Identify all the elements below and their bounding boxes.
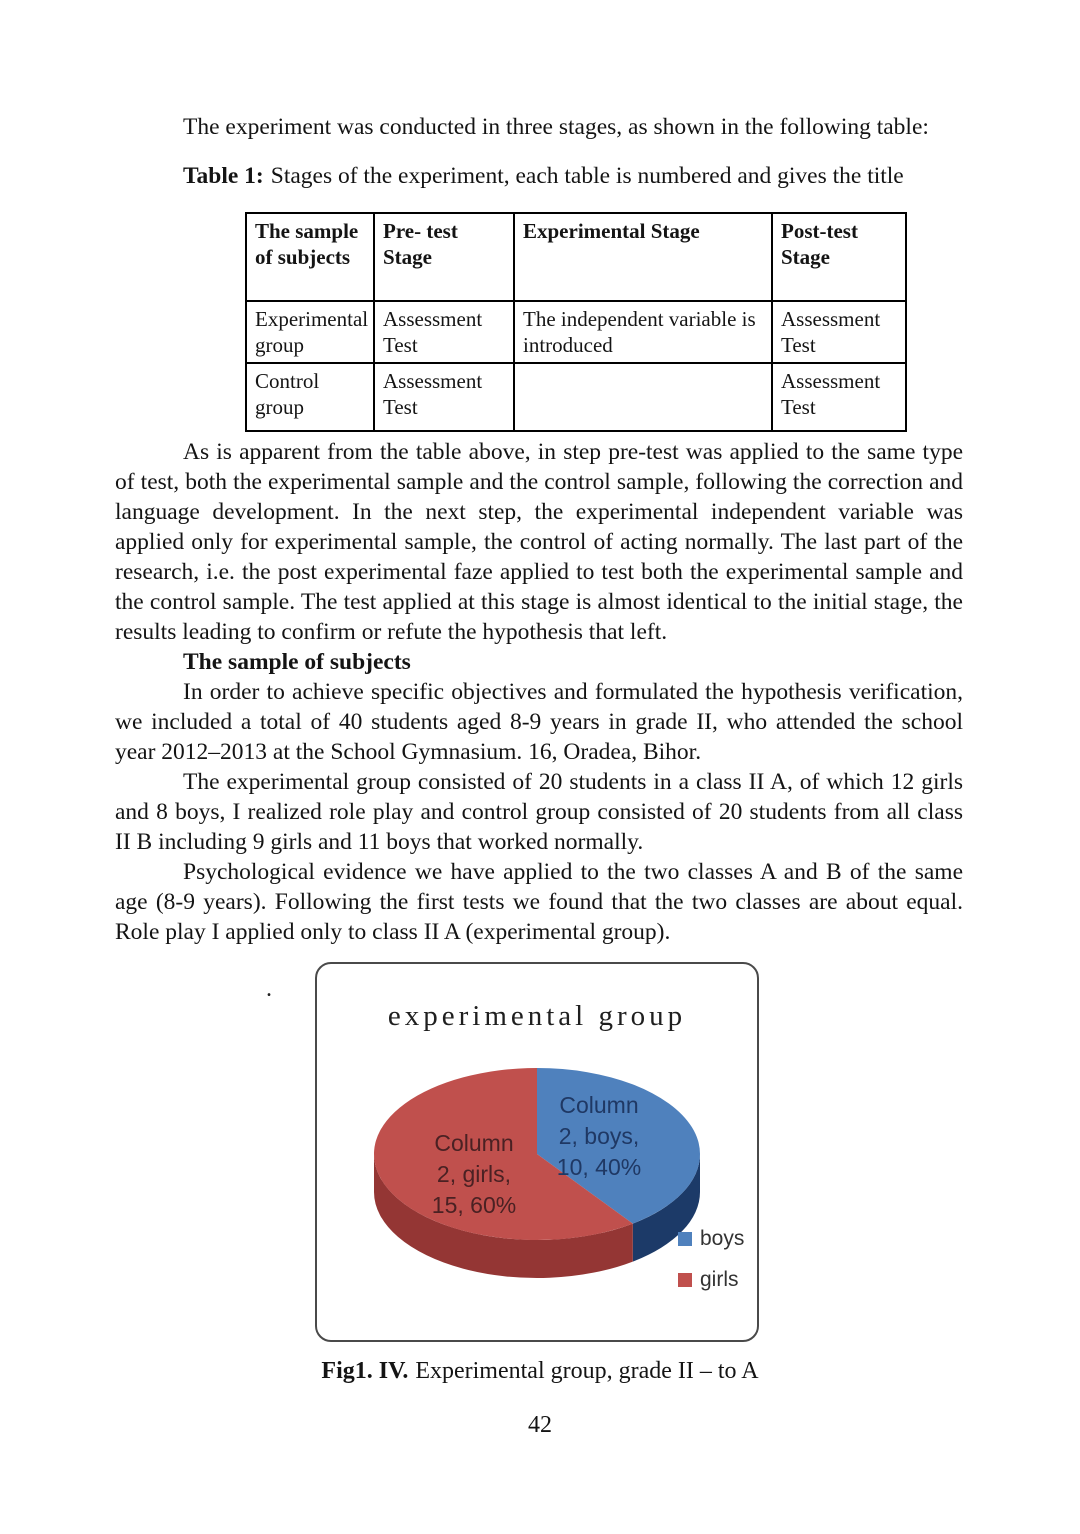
intro-paragraph [115,112,963,142]
cell-experimental-group: Experimental group [246,301,374,363]
figure-caption-text: Experimental group, grade II – to A [415,1358,759,1384]
header-experimental-stage: Experimental Stage [514,213,772,301]
cell-pretest-control: Assessment Test [374,363,514,431]
data-label-boys: Column 2, boys, 10, 40% [556,1092,642,1180]
legend-label-girls: girls [700,1268,739,1291]
cell-independent-variable: The independent variable is introduced [514,301,772,363]
figure-caption-label: Fig1. IV. [321,1358,409,1384]
paragraph-2: In order to achieve specific objectives and formulated the hypothesis verification, we included a total of 40 students aged 8-9 years in grade II, who attended the school year 2012–2013 at the School Gymnasium. 16, Oradea, Bihor. [115,679,963,765]
data-label-girls: Column 2, girls, 15, 60% [431,1130,517,1218]
legend-swatch-girls-icon [678,1273,692,1287]
header-posttest-stage: Post-test Stage [772,213,906,301]
body-text [115,437,963,947]
pie-chart-figure [315,962,759,1342]
paragraph-3: The experimental group consisted of 20 students in a class II A, of which 12 girls and 8 boys, I realized role play and control group consisted of 20 students from all class II B including 9 girls and 11 boys that worked normally. [115,769,963,855]
header-pretest-stage: Pre- test Stage [374,213,514,301]
table-caption-label: Table 1: [183,163,264,189]
table-row [246,301,906,363]
cell-posttest-control: Assessment Test [772,363,906,431]
table-caption [183,163,963,190]
table-caption-text: Stages of the experiment, each table is numbered and gives the title [270,163,904,189]
paragraph-4: Psychological evidence we have applied to the two classes A and B of the same age (8-9 years). Following the first tests we found that the two classes are about equal. Role play I applied only to class II A (experimental group). [115,859,963,945]
table-row [246,363,906,431]
header-sample-of-subjects: The sample of subjects [246,213,374,301]
section-heading: The sample of subjects [183,649,411,675]
legend-swatch-boys-icon [678,1232,692,1246]
stray-mark: . [266,976,272,1002]
page-number: 42 [528,1412,552,1438]
figure-caption [0,1358,1080,1385]
intro-text: The experiment was conducted in three stages, as shown in the following table: [183,114,929,140]
legend-item-girls [678,1268,739,1292]
table-header-row [246,213,906,301]
cell-pretest-experimental: Assessment Test [374,301,514,363]
legend-item-boys [678,1227,744,1251]
cell-control-group: Control group [246,363,374,431]
stages-table [245,212,907,432]
chart-title: experimental group [387,1000,687,1032]
legend-label-boys: boys [700,1227,745,1250]
paragraph-1: As is apparent from the table above, in step pre-test was applied to the same type of test, both the experimental sample and the control sample, following the correction and language development. In the next step, the experimental independent variable was applied only for experimental sample, the control of acting normally. The last part of the research, i.e. the post experimental faze applied to test both the experimental sample and the control sample. The test applied at this stage is almost identical to the initial stage, the results leading to confirm or refute the hypothesis that left. [115,439,963,645]
cell-posttest-experimental: Assessment Test [772,301,906,363]
cell-experimental-empty [514,363,772,431]
